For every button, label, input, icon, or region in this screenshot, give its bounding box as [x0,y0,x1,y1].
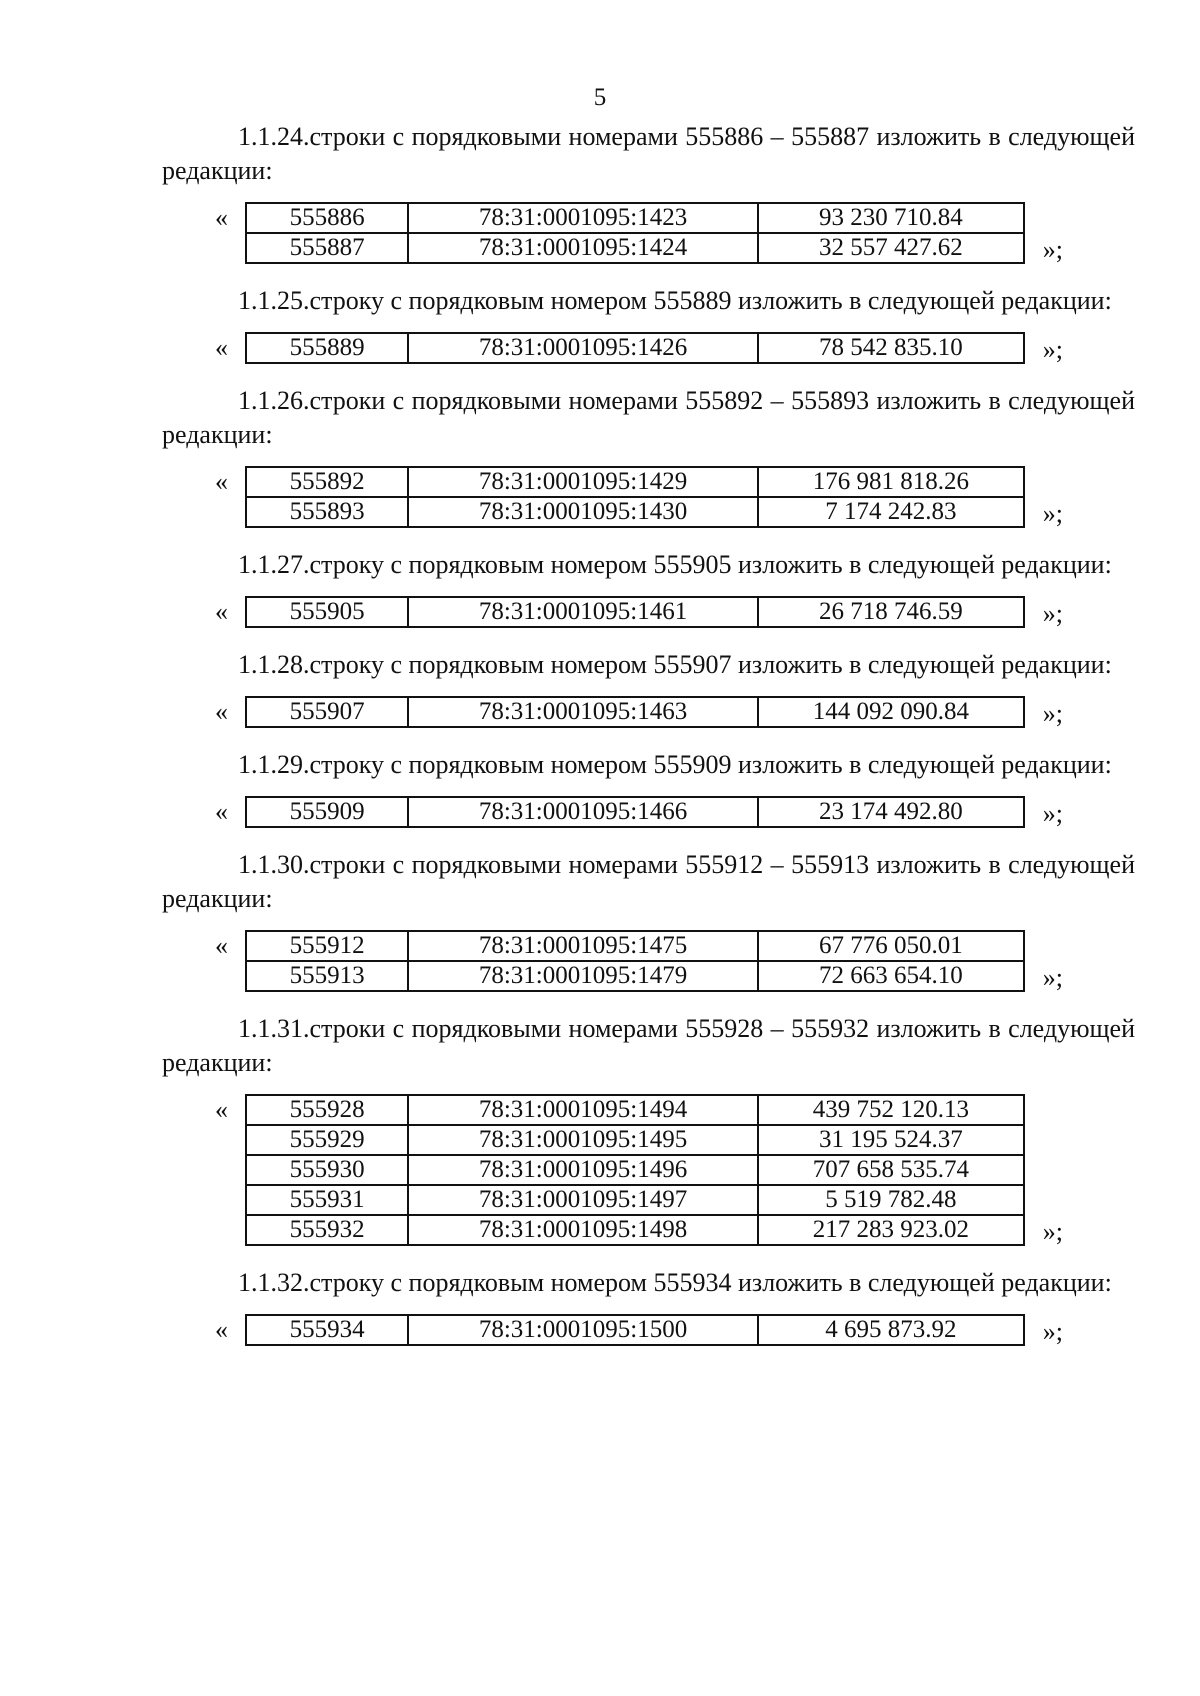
amendment-heading: 1.1.24.строки с порядковыми номерами 555886 – 555887 изложить в следующей редакции: [162,122,1135,185]
cadastral-number-cell: 78:31:0001095:1498 [408,1215,757,1245]
value-cell: 439 752 120.13 [758,1095,1024,1125]
table-row [246,961,1024,991]
value-cell: 4 695 873.92 [758,1315,1024,1345]
row-number-cell: 555932 [246,1215,408,1245]
amendment-section [162,848,1135,992]
value-cell: 176 981 818.26 [758,467,1024,497]
closing-quote: »; [1042,1317,1063,1346]
cadastral-number-cell: 78:31:0001095:1423 [408,203,757,233]
amendment-table [245,1094,1025,1246]
cadastral-number-cell: 78:31:0001095:1475 [408,931,757,961]
value-cell: 5 519 782.48 [758,1185,1024,1215]
row-number-cell: 555931 [246,1185,408,1215]
cadastral-number-cell: 78:31:0001095:1497 [408,1185,757,1215]
amendment-table [245,466,1025,528]
page-number: 5 [593,84,607,111]
table-row [246,931,1024,961]
amendment-table-wrapper [215,202,1063,264]
amendment-table [245,696,1025,728]
row-number-cell: 555934 [246,1315,408,1345]
table-row [246,1185,1024,1215]
row-number-cell: 555928 [246,1095,408,1125]
cadastral-number-cell: 78:31:0001095:1430 [408,497,757,527]
closing-quote: »; [1042,335,1063,364]
cadastral-number-cell: 78:31:0001095:1426 [408,333,757,363]
document-body [162,120,1135,1366]
amendment-table-wrapper [215,696,1063,728]
amendment-section [162,548,1135,628]
amendment-table [245,202,1025,264]
opening-quote: « [215,931,228,960]
table-row [246,497,1024,527]
row-number-cell: 555913 [246,961,408,991]
closing-quote: »; [1042,963,1063,992]
value-cell: 67 776 050.01 [758,931,1024,961]
opening-quote: « [215,333,228,362]
table-row [246,1095,1024,1125]
row-number-cell: 555907 [246,697,408,727]
value-cell: 78 542 835.10 [758,333,1024,363]
cadastral-number-cell: 78:31:0001095:1494 [408,1095,757,1125]
amendment-heading: 1.1.27.строку с порядковым номером 555905 изложить в следующей редакции: [238,550,1112,579]
cadastral-number-cell: 78:31:0001095:1496 [408,1155,757,1185]
amendment-table [245,1314,1025,1346]
table-row [246,1315,1024,1345]
value-cell: 93 230 710.84 [758,203,1024,233]
value-cell: 144 092 090.84 [758,697,1024,727]
amendment-table-wrapper [215,1094,1063,1246]
closing-quote: »; [1042,699,1063,728]
value-cell: 72 663 654.10 [758,961,1024,991]
table-row [246,1125,1024,1155]
amendment-section [162,748,1135,828]
amendment-section [162,120,1135,264]
opening-quote: « [215,1095,228,1124]
amendment-heading: 1.1.25.строку с порядковым номером 555889 изложить в следующей редакции: [238,286,1112,315]
row-number-cell: 555886 [246,203,408,233]
amendment-table [245,332,1025,364]
row-number-cell: 555892 [246,467,408,497]
row-number-cell: 555905 [246,597,408,627]
cadastral-number-cell: 78:31:0001095:1463 [408,697,757,727]
amendment-heading: 1.1.28.строку с порядковым номером 555907 изложить в следующей редакции: [238,650,1112,679]
opening-quote: « [215,597,228,626]
closing-quote: »; [1042,799,1063,828]
opening-quote: « [215,467,228,496]
value-cell: 31 195 524.37 [758,1125,1024,1155]
amendment-heading: 1.1.31.строки с порядковыми номерами 555928 – 555932 изложить в следующей редакции: [162,1014,1135,1077]
amendment-section [162,284,1135,364]
amendment-heading: 1.1.30.строки с порядковыми номерами 555912 – 555913 изложить в следующей редакции: [162,850,1135,913]
opening-quote: « [215,203,228,232]
table-row [246,1215,1024,1245]
row-number-cell: 555889 [246,333,408,363]
amendment-table [245,796,1025,828]
table-row [246,697,1024,727]
table-row [246,1155,1024,1185]
table-row [246,597,1024,627]
amendment-heading: 1.1.32.строку с порядковым номером 555934 изложить в следующей редакции: [238,1268,1112,1297]
amendment-heading: 1.1.26.строки с порядковыми номерами 555892 – 555893 изложить в следующей редакции: [162,386,1135,449]
closing-quote: »; [1042,499,1063,528]
opening-quote: « [215,797,228,826]
value-cell: 707 658 535.74 [758,1155,1024,1185]
amendment-table-wrapper [215,796,1063,828]
table-row [246,203,1024,233]
opening-quote: « [215,1315,228,1344]
table-row [246,333,1024,363]
table-row [246,467,1024,497]
value-cell: 7 174 242.83 [758,497,1024,527]
amendment-heading: 1.1.29.строку с порядковым номером 555909 изложить в следующей редакции: [238,750,1112,779]
row-number-cell: 555912 [246,931,408,961]
closing-quote: »; [1042,599,1063,628]
row-number-cell: 555893 [246,497,408,527]
row-number-cell: 555909 [246,797,408,827]
amendment-section [162,1012,1135,1246]
cadastral-number-cell: 78:31:0001095:1466 [408,797,757,827]
table-row [246,233,1024,263]
amendment-table-wrapper [215,332,1063,364]
amendment-section [162,1266,1135,1346]
closing-quote: »; [1042,235,1063,264]
cadastral-number-cell: 78:31:0001095:1479 [408,961,757,991]
cadastral-number-cell: 78:31:0001095:1429 [408,467,757,497]
value-cell: 217 283 923.02 [758,1215,1024,1245]
amendment-table [245,930,1025,992]
opening-quote: « [215,697,228,726]
closing-quote: »; [1042,1217,1063,1246]
row-number-cell: 555930 [246,1155,408,1185]
value-cell: 26 718 746.59 [758,597,1024,627]
amendment-table-wrapper [215,466,1063,528]
cadastral-number-cell: 78:31:0001095:1495 [408,1125,757,1155]
amendment-section [162,384,1135,528]
amendment-table-wrapper [215,930,1063,992]
cadastral-number-cell: 78:31:0001095:1461 [408,597,757,627]
amendment-table-wrapper [215,1314,1063,1346]
table-row [246,797,1024,827]
row-number-cell: 555929 [246,1125,408,1155]
amendment-table-wrapper [215,596,1063,628]
cadastral-number-cell: 78:31:0001095:1500 [408,1315,757,1345]
value-cell: 23 174 492.80 [758,797,1024,827]
cadastral-number-cell: 78:31:0001095:1424 [408,233,757,263]
amendment-table [245,596,1025,628]
row-number-cell: 555887 [246,233,408,263]
amendment-section [162,648,1135,728]
value-cell: 32 557 427.62 [758,233,1024,263]
